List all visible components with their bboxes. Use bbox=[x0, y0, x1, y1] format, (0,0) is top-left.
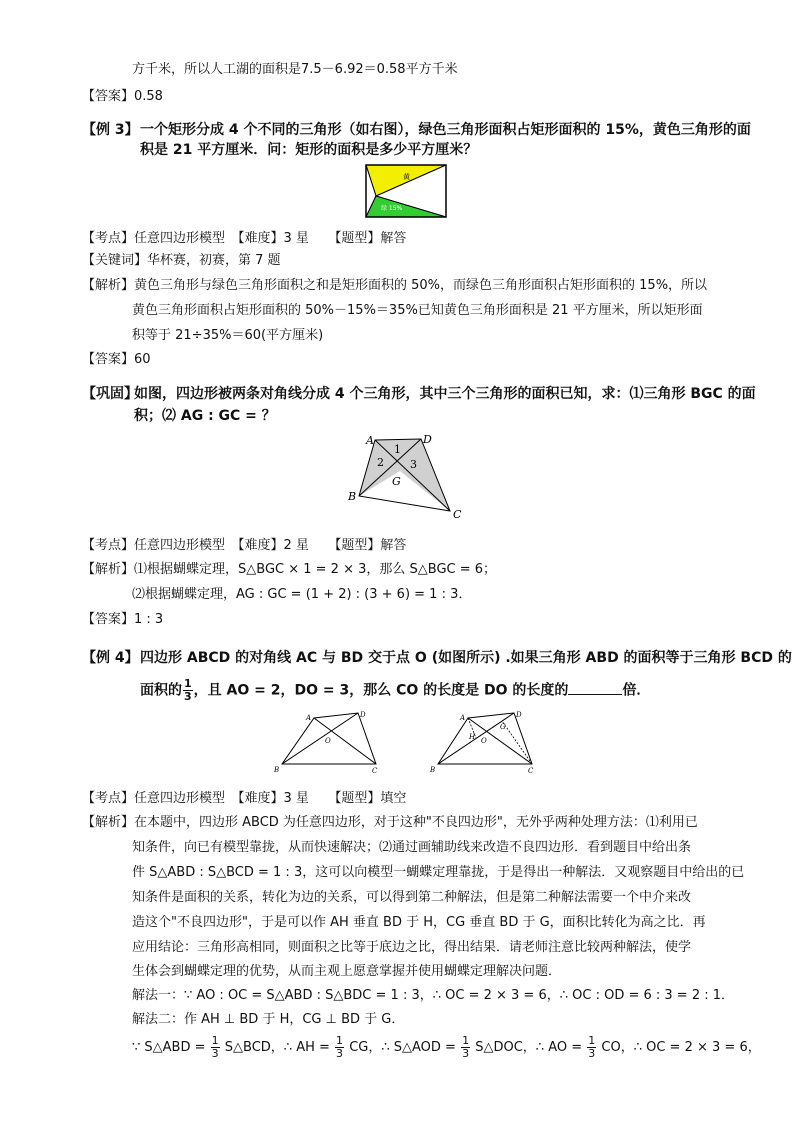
consolidation-question-line: 如图，四边形被两条对角线分成 4 个三角形，其中三个三角形的面积已知，求：⑴三角形 BGC 的面 bbox=[134, 386, 756, 402]
analysis-line: 件 S△ABD : S△BCD = 1 : 3，这可以向模型一蝴蝶定理靠拢，于是得出一种解法．又观察题目中给出的已 bbox=[132, 865, 745, 880]
vertex-label-c: C bbox=[528, 767, 534, 774]
region-label-1: 1 bbox=[394, 443, 401, 456]
analysis-line: 【解析】在本题中，四边形 ABCD 为任意四边形，对于这种"不良四边形"，无外乎两种处理方法：⑴利用已 bbox=[82, 815, 698, 830]
analysis-line: 知条件是面积的关系，转化为边的关系，可以得到第二种解法，但是第二种解法需要一个中介来改 bbox=[132, 890, 692, 905]
consolidation-tag: 【巩固】 bbox=[82, 386, 138, 402]
analysis-line: 造这个"不良四边形"，于是可以作 AH 垂直 BD 于 H，CG 垂直 BD 于 G，面积比转化为高之比．再 bbox=[132, 915, 706, 930]
text-line: 方千米，所以人工湖的面积是7.5－6.92＝0.58平方千米 bbox=[132, 62, 458, 77]
point-label-o: O bbox=[481, 737, 487, 745]
example-4-question-line bbox=[140, 678, 650, 703]
diagonal-bd bbox=[438, 713, 514, 764]
analysis-line: 黄色三角形面积占矩形面积的 50%－15%＝35%已知黄色三角形面积是 21 平方厘米，所以矩形面 bbox=[132, 303, 703, 318]
example-4-question-line: 四边形 ABCD 的对角线 AC 与 BD 交于点 O (如图所示) .如果三角形 ABD 的面积等于三角形 BCD 的 bbox=[140, 650, 792, 666]
vertex-label-b: B bbox=[348, 490, 357, 503]
analysis-line: 应用结论：三角形高相同，则面积之比等于底边之比，得出结果．请老师注意比较两种解法，使学 bbox=[132, 940, 692, 955]
vertex-label-c: C bbox=[453, 508, 462, 521]
quadrilateral-figure-2 bbox=[428, 710, 540, 774]
solution-line: 解法一：∵ AO : OC = S△ABD : S△BDC = 1 : 3，∴ OC = 2 × 3 = 6，∴ OC : OD = 6 : 3 = 2 : 1． bbox=[132, 988, 735, 1003]
analysis-line: 积等于 21÷35%＝60(平方厘米) bbox=[132, 328, 324, 343]
point-label-g: G bbox=[392, 475, 401, 488]
fraction-one-third: $\frac{1}{3}$ bbox=[462, 1034, 470, 1060]
solution-text: CG，∴ S△AOD = bbox=[349, 1040, 456, 1055]
consolidation-question-line: 积；⑵ AG : GC = ？ bbox=[134, 408, 276, 424]
analysis-line: 生体会到蝴蝶定理的优势，从而主观上愿意掌握并使用蝴蝶定理解决问题． bbox=[132, 964, 562, 979]
height-cg bbox=[502, 721, 532, 764]
solution-text: ∵ S△ABD = bbox=[132, 1040, 206, 1055]
vertex-label-d: D bbox=[423, 433, 432, 446]
point-label-o: O bbox=[325, 737, 331, 745]
diagonal-ac bbox=[314, 718, 376, 764]
vertex-label-d: D bbox=[516, 711, 522, 719]
yellow-label: 黄 bbox=[403, 173, 410, 181]
region-label-3: 3 bbox=[410, 458, 417, 471]
fraction-one-third: $\frac{1}{3}$ bbox=[211, 1034, 219, 1060]
diagonal-bd bbox=[282, 713, 358, 764]
solution-text: S△DOC，∴ AO = bbox=[475, 1040, 583, 1055]
green-label: 绿 15% bbox=[381, 205, 403, 212]
analysis-line: 【解析】⑴根据蝴蝶定理，S△BGC × 1 = 2 × 3，那么 S△BGC = 6； bbox=[82, 562, 497, 577]
vertex-label-a: A bbox=[460, 714, 466, 722]
keyword-line: 【关键词】华杯赛，初赛，第 7 题 bbox=[82, 253, 281, 268]
rectangle-triangles-figure bbox=[365, 164, 447, 218]
fraction-one-third: $\frac{1}{3}$ bbox=[336, 1034, 344, 1060]
vertex-label-a: A bbox=[366, 434, 374, 447]
region-label-2: 2 bbox=[377, 456, 384, 469]
solution-line bbox=[132, 1035, 761, 1061]
example-4-tag: 【例 4】 bbox=[82, 650, 139, 666]
vertex-label-c: C bbox=[372, 767, 378, 774]
meta-line: 【考点】任意四边形模型 【难度】3 星 【题型】解答 bbox=[82, 231, 407, 246]
meta-line: 【考点】任意四边形模型 【难度】2 星 【题型】解答 bbox=[82, 538, 407, 553]
solution-text: CO，∴ OC = 2 × 3 = 6， bbox=[601, 1040, 761, 1055]
vertex-label-b: B bbox=[274, 766, 280, 774]
example-3-tag: 【例 3】 bbox=[82, 122, 139, 138]
example-3-question-line: 积是 21 平方厘米．问：矩形的面积是多少平方厘米？ bbox=[140, 142, 478, 158]
answer-blank[interactable] bbox=[568, 682, 622, 695]
vertex-label-a: A bbox=[306, 714, 312, 722]
point-label-g: G bbox=[500, 723, 506, 731]
quadrilateral-figure bbox=[340, 430, 470, 522]
question-text: 倍． bbox=[622, 682, 651, 699]
example-3-question-line: 一个矩形分成 4 个不同的三角形（如右图），绿色三角形面积占矩形面积的 15%，黄色三角形的面 bbox=[140, 122, 751, 138]
vertex-label-b: B bbox=[430, 766, 436, 774]
solution-text: S△BCD，∴ AH = bbox=[224, 1040, 330, 1055]
analysis-line: 【解析】黄色三角形与绿色三角形面积之和是矩形面积的 50%，而绿色三角形面积占矩形面积的 15%，所以 bbox=[82, 278, 708, 293]
analysis-line: 知条件，向已有模型靠拢，从而快速解决；⑵通过画辅助线来改造不良四边形．看到题目中给出条 bbox=[132, 840, 692, 855]
answer-line: 【答案】0.58 bbox=[82, 89, 163, 104]
analysis-line: ⑵根据蝴蝶定理，AG : GC = (1 + 2) : (3 + 6) = 1 : 3． bbox=[132, 587, 472, 602]
question-text: ，且 AO = 2，DO = 3，那么 CO 的长度是 DO 的长度的 bbox=[193, 682, 569, 699]
vertex-label-d: D bbox=[360, 711, 366, 719]
fraction-one-third: $\frac{1}{3}$ bbox=[184, 677, 192, 703]
quadrilateral-figure-1 bbox=[272, 710, 382, 774]
answer-line: 【答案】60 bbox=[82, 352, 151, 367]
point-label-h: H bbox=[469, 733, 476, 741]
solution-line: 解法二：作 AH ⊥ BD 于 H，CG ⊥ BD 于 G． bbox=[132, 1012, 405, 1027]
question-text: 面积的 bbox=[140, 682, 182, 699]
meta-line: 【考点】任意四边形模型 【难度】3 星 【题型】填空 bbox=[82, 791, 407, 806]
fraction-one-third: $\frac{1}{3}$ bbox=[588, 1034, 596, 1060]
answer-line: 【答案】1 : 3 bbox=[82, 612, 164, 627]
